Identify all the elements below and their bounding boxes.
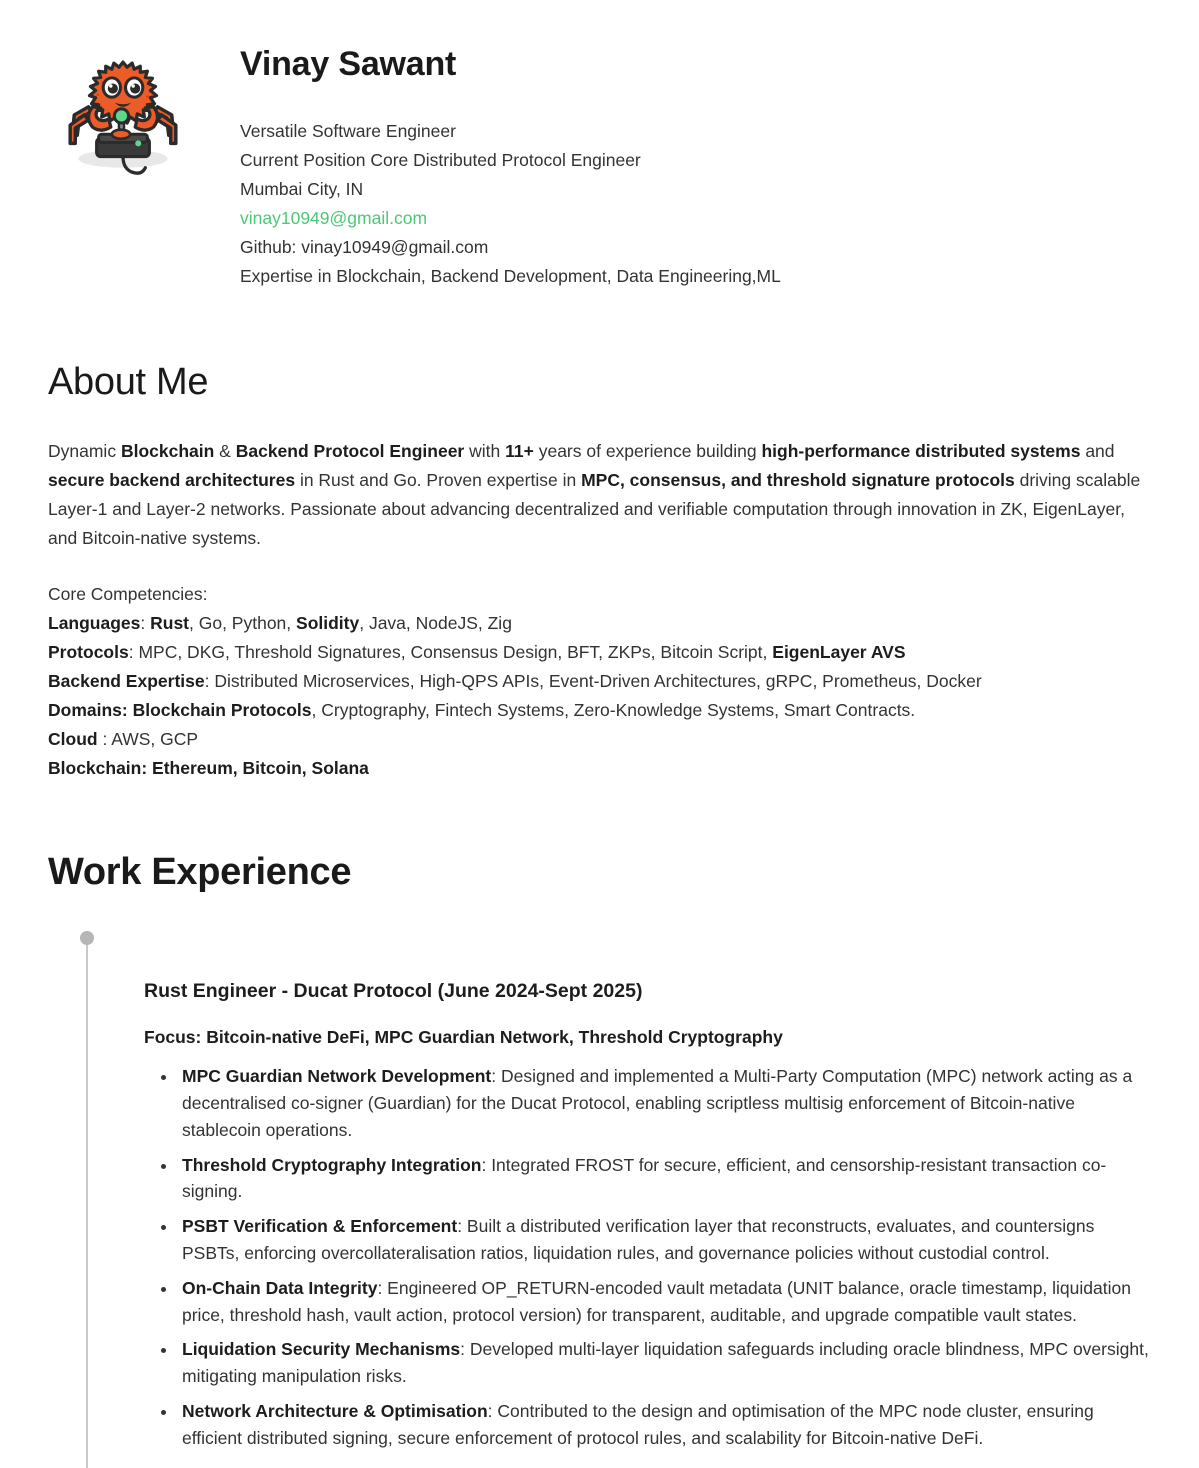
list-item: • Network Architecture & Optimisation: Contributed to the design and optimisation of the MPC node cluster, ensuring efficient distributed signing, secure enforcement of protocol rules, and scalability for Bitcoin-native DeFi.	[178, 1398, 1151, 1452]
about-summary: Dynamic Blockchain & Backend Protocol Engineer with 11+ years of experience building high-performance distributed systems and secure backend architectures in Rust and Go. Proven expertise in MPC, consensus, and threshold signature protocols driving scalable Layer-1 and Layer-2 networks. Passionate about advancing decentralized and verifiable computation through innovation in ZK, EigenLayer, and Bitcoin-native systems.	[48, 441, 1141, 548]
contact-line-email[interactable]: vinay10949@gmail.com	[240, 208, 428, 229]
list-item: • Liquidation Security Mechanisms: Developed multi-layer liquidation safeguards including oracle blindness, MPC oversight, mitigating manipulation risks.	[178, 1336, 1151, 1390]
competency-languages: Languages: Rust, Go, Python, Solidity, Java, NodeJS, Zig	[48, 613, 512, 634]
competencies-label: Core Competencies:	[48, 584, 208, 605]
work-experience-section	[48, 853, 1151, 1451]
list-item: • On-Chain Data Integrity: Engineered OP_RETURN-encoded vault metadata (UNIT balance, oracle timestamp, liquidation price, threshold hash, vault action, protocol version) for transparent, auditable, and upgrade compatible vault states.	[178, 1275, 1151, 1329]
header-text-block	[198, 42, 1151, 291]
job-focus: Focus: Bitcoin-native DeFi, MPC Guardian Network, Threshold Cryptography	[144, 1026, 783, 1047]
list-item: • PSBT Verification & Enforcement: Built a distributed verification layer that reconstructs, evaluates, and countersigns PSBTs, enforcing overcollateralisation ratios, liquidation rules, and governance policies without custodial control.	[178, 1213, 1151, 1267]
about-body	[48, 437, 1151, 783]
page-title: Vinay Sawant	[240, 45, 457, 83]
timeline-rail	[86, 938, 88, 1468]
competency-backend-expertise: Backend Expertise: Distributed Microservices, High-QPS APIs, Event-Driven Architectures, gRPC, Prometheus, Docker	[48, 671, 982, 692]
experience-timeline	[48, 931, 1151, 1451]
resume-header	[48, 0, 1151, 291]
avatar	[48, 42, 198, 184]
list-item: • Threshold Cryptography Integration: Integrated FROST for secure, efficient, and censorship-resistant transaction co-signing.	[178, 1152, 1151, 1206]
contact-line-expertise: Expertise in Blockchain, Backend Development, Data Engineering,ML	[240, 266, 781, 287]
about-section	[48, 363, 1151, 783]
contact-line-role: Versatile Software Engineer	[240, 121, 456, 142]
competency-cloud: Cloud : AWS, GCP	[48, 729, 199, 750]
ferris-crab-joystick-avatar	[62, 54, 184, 184]
job-entry	[86, 931, 1151, 1451]
job-bullet-list	[144, 1063, 1151, 1451]
competency-blockchain: Blockchain: Ethereum, Bitcoin, Solana	[48, 758, 369, 779]
core-competencies-block	[48, 580, 1151, 783]
contact-line-position: Current Position Core Distributed Protocol Engineer	[240, 150, 641, 171]
job-title: Rust Engineer - Ducat Protocol (June 2024-Sept 2025)	[144, 980, 643, 1003]
competency-domains: Domains: Blockchain Protocols, Cryptography, Fintech Systems, Zero-Knowledge Systems, Smart Contracts.	[48, 700, 916, 721]
list-item: • MPC Guardian Network Development: Designed and implemented a Multi-Party Computation (MPC) network acting as a decentralised co-signer (Guardian) for the Ducat Protocol, enabling scriptless multisig enforcement of Bitcoin-native stablecoin operations.	[178, 1063, 1151, 1143]
competency-protocols: Protocols: MPC, DKG, Threshold Signatures, Consensus Design, BFT, ZKPs, Bitcoin Script, EigenLayer AVS	[48, 642, 906, 663]
contact-line-github: Github: vinay10949@gmail.com	[240, 237, 489, 258]
about-heading: About Me	[48, 361, 209, 404]
work-experience-heading: Work Experience	[48, 851, 352, 894]
contact-line-location: Mumbai City, IN	[240, 179, 364, 200]
